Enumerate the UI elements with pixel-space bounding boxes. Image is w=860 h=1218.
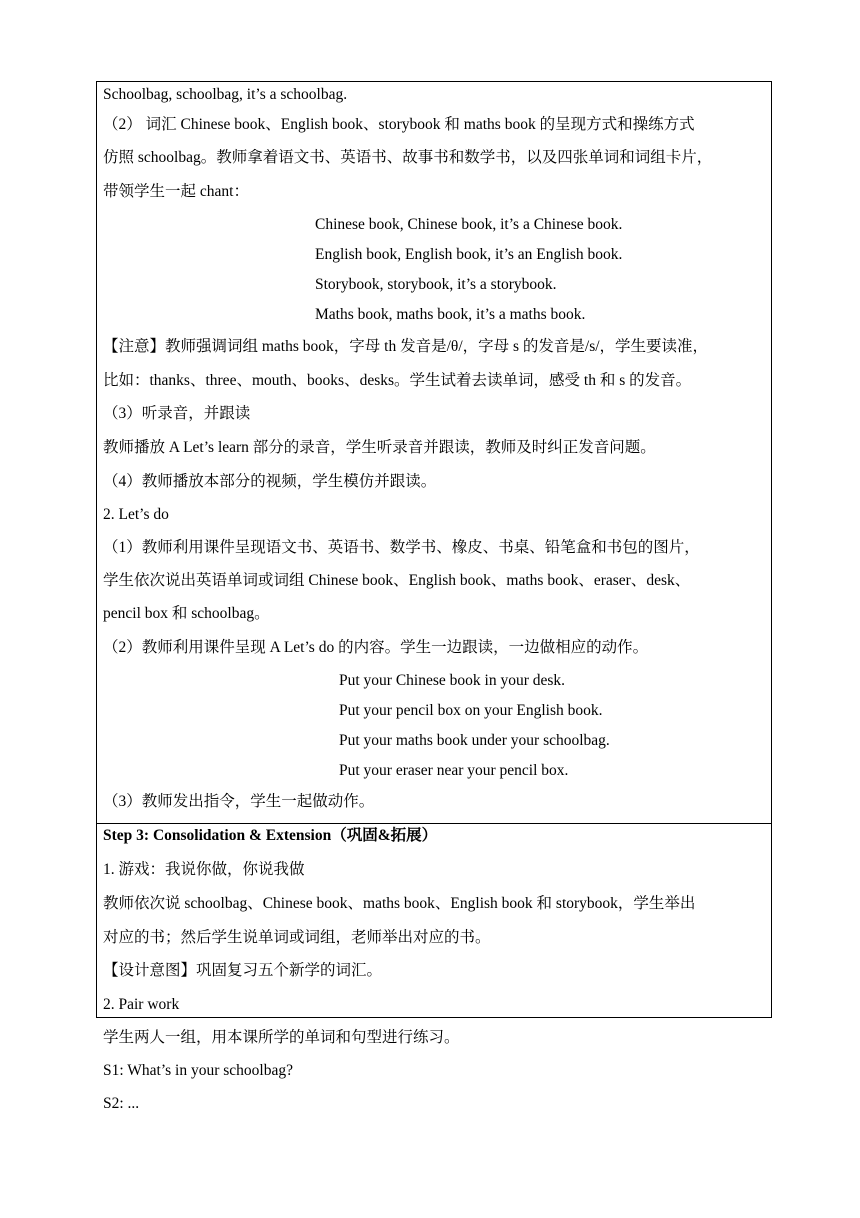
section-heading: 2. Pair work <box>103 996 180 1013</box>
chant-line: Storybook, storybook, it’s a storybook. <box>315 276 557 293</box>
row-divider <box>96 823 772 824</box>
paragraph-line: （3）教师发出指令，学生一起做动作。 <box>103 793 375 810</box>
paragraph-line: 教师依次说 schoolbag、Chinese book、maths book、English book 和 storybook，学生举出 <box>103 895 696 912</box>
step-heading: Step 3: Consolidation & Extension（巩固&拓展） <box>103 827 438 844</box>
chant-line: English book, English book, it’s an English book. <box>315 246 623 263</box>
paragraph-line: 仿照 schoolbag。教师拿着语文书、英语书、故事书和数学书，以及四张单词和词组卡片， <box>103 149 713 166</box>
dialogue-line: S1: What’s in your schoolbag? <box>103 1062 293 1079</box>
dialogue-line: S2: ... <box>103 1095 140 1112</box>
chant-line: Chinese book, Chinese book, it’s a Chinese book. <box>315 216 623 233</box>
chant-line: Maths book, maths book, it’s a maths book. <box>315 306 586 323</box>
paragraph-line: 学生依次说出英语单词或词组 Chinese book、English book、maths book、eraser、desk、 <box>103 572 691 589</box>
instruction-line: Put your eraser near your pencil box. <box>339 762 569 779</box>
paragraph-line: （2）教师利用课件呈现 A Let’s do 的内容。学生一边跟读，一边做相应的动作。 <box>103 639 649 656</box>
note-line: 比如：thanks、three、mouth、books、desks。学生试着去读单词，感受 th 和 s 的发音。 <box>103 372 692 389</box>
instruction-line: Put your maths book under your schoolbag. <box>339 732 610 749</box>
instruction-line: Put your Chinese book in your desk. <box>339 672 566 689</box>
paragraph-line: （2） 词汇 Chinese book、English book、storybook 和 maths book 的呈现方式和操练方式 <box>103 116 695 133</box>
section-heading: 2. Let’s do <box>103 506 169 523</box>
design-intent-line: 【设计意图】巩固复习五个新学的词汇。 <box>103 962 383 979</box>
paragraph-line: 对应的书；然后学生说单词或词组，老师举出对应的书。 <box>103 929 491 946</box>
paragraph-line: （1）教师利用课件呈现语文书、英语书、数学书、橡皮、书桌、铅笔盒和书包的图片， <box>103 539 700 556</box>
paragraph-line: pencil box 和 schoolbag。 <box>103 605 270 622</box>
paragraph-line: （4）教师播放本部分的视频，学生模仿并跟读。 <box>103 473 437 490</box>
paragraph-line: （3）听录音，并跟读 <box>103 405 251 422</box>
note-line: 【注意】教师强调词组 maths book，字母 th 发音是/θ/，字母 s 的发音是/s/，学生要读准， <box>103 338 709 355</box>
section-heading: 1. 游戏：我说你做，你说我做 <box>103 861 305 878</box>
instruction-line: Put your pencil box on your English book. <box>339 702 603 719</box>
chant-line-schoolbag: Schoolbag, schoolbag, it’s a schoolbag. <box>103 86 348 103</box>
paragraph-line: 学生两人一组，用本课所学的单词和句型进行练习。 <box>103 1029 460 1046</box>
paragraph-line: 教师播放 A Let’s learn 部分的录音，学生听录音并跟读，教师及时纠正发音问题。 <box>103 439 656 456</box>
paragraph-line: 带领学生一起 chant： <box>103 183 249 200</box>
